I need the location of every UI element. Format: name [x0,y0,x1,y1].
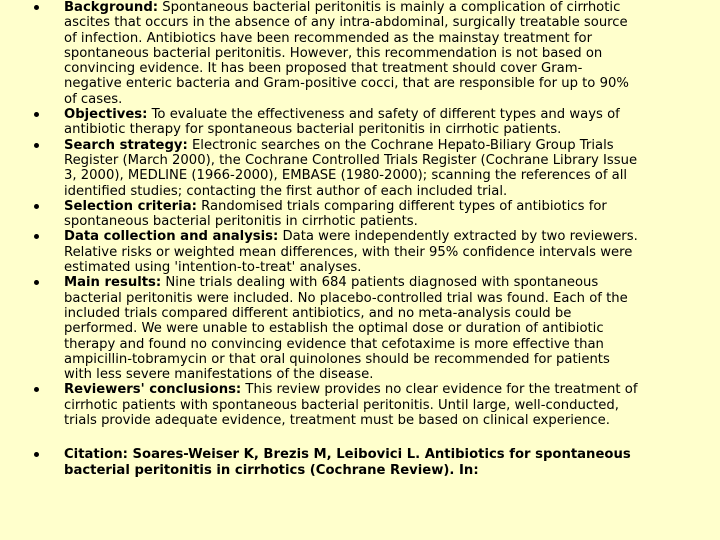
bullet-icon [34,112,39,117]
main-results-item [0,275,720,382]
bullet-icon [34,234,39,239]
citation-text: Citation: Soares-Weiser K, Brezis M, Leibovici L. Antibiotics for spontaneous bacterial peritonitis in cirrhotics (Cochrane Review). In: [64,447,631,478]
search-strategy-label: Search strategy: [64,137,188,153]
conclusions-text: This review provides no clear evidence for the treatment of cirrhotic patients with spontaneous bacterial peritonitis. Until large, well-conducted, trials provide adequate evidence, treatment must be based on clinical experience. [64,382,638,429]
objectives-item [0,107,720,138]
data-collection-text: Data were independently extracted by two reviewers. Relative risks or weighted mean differences, with their 95% confidence intervals were estimated using 'intention-to-treat' analyses. [64,229,638,276]
data-collection-item [0,229,720,275]
selection-criteria-label: Selection criteria: [64,198,197,214]
background-label: Background: [64,0,159,15]
selection-criteria-item [0,199,720,230]
conclusions-item [0,382,720,428]
bullet-icon [34,204,39,209]
background-text: Spontaneous bacterial peritonitis is mainly a complication of cirrhotic ascites that occurs in the absence of any intra-abdominal, surgically treatable source of infection. Antibiotics have been recommended as the mainstay treatment for spontaneous bacterial peritonitis. However, this recommendation is not based on convincing evidence. It has been proposed that treatment should cover Gram-negative enteric bacteria and Gram-positive cocci, that are responsible for up to 90% of cases. [64,0,629,107]
conclusions-label: Reviewers' conclusions: [64,382,242,398]
search-strategy-text: Electronic searches on the Cochrane Hepato-Biliary Group Trials Register (March 2000), the Cochrane Controlled Trials Register (Cochrane Library Issue 3, 2000), MEDLINE (1966-2000), EMBASE (1980-2000); scanning the references of all identified studies; contacting the first author of each included trial. [64,137,638,199]
bullet-icon [34,280,39,285]
data-collection-label: Data collection and analysis: [64,229,279,245]
objectives-label: Objectives: [64,107,148,123]
search-strategy-item [0,138,720,199]
objectives-text: To evaluate the effectiveness and safety of different types and ways of antibiotic therapy for spontaneous bacterial peritonitis in cirrhotic patients. [64,107,620,138]
bullet-icon [34,143,39,148]
background-item [0,0,720,107]
bullet-icon [34,387,39,392]
selection-criteria-text: Randomised trials comparing different types of antibiotics for spontaneous bacterial peritonitis in cirrhotic patients. [64,198,607,230]
main-results-text: Nine trials dealing with 684 patients diagnosed with spontaneous bacterial peritonitis were included. No placebo-controlled trial was found. Each of the included trials compared different antibiotics, and no meta-analysis could be performed. We were unable to establish the optimal dose or duration of antibiotic therapy and found no convincing evidence that cefotaxime is more effective than ampicillin-tobramycin or that oral quinolones should be recommended for patients with less severe manifestations of the disease. [64,275,628,383]
bullet-icon [34,5,39,10]
citation-item [0,447,720,478]
bullet-icon [34,452,39,457]
main-results-label: Main results: [64,275,162,291]
